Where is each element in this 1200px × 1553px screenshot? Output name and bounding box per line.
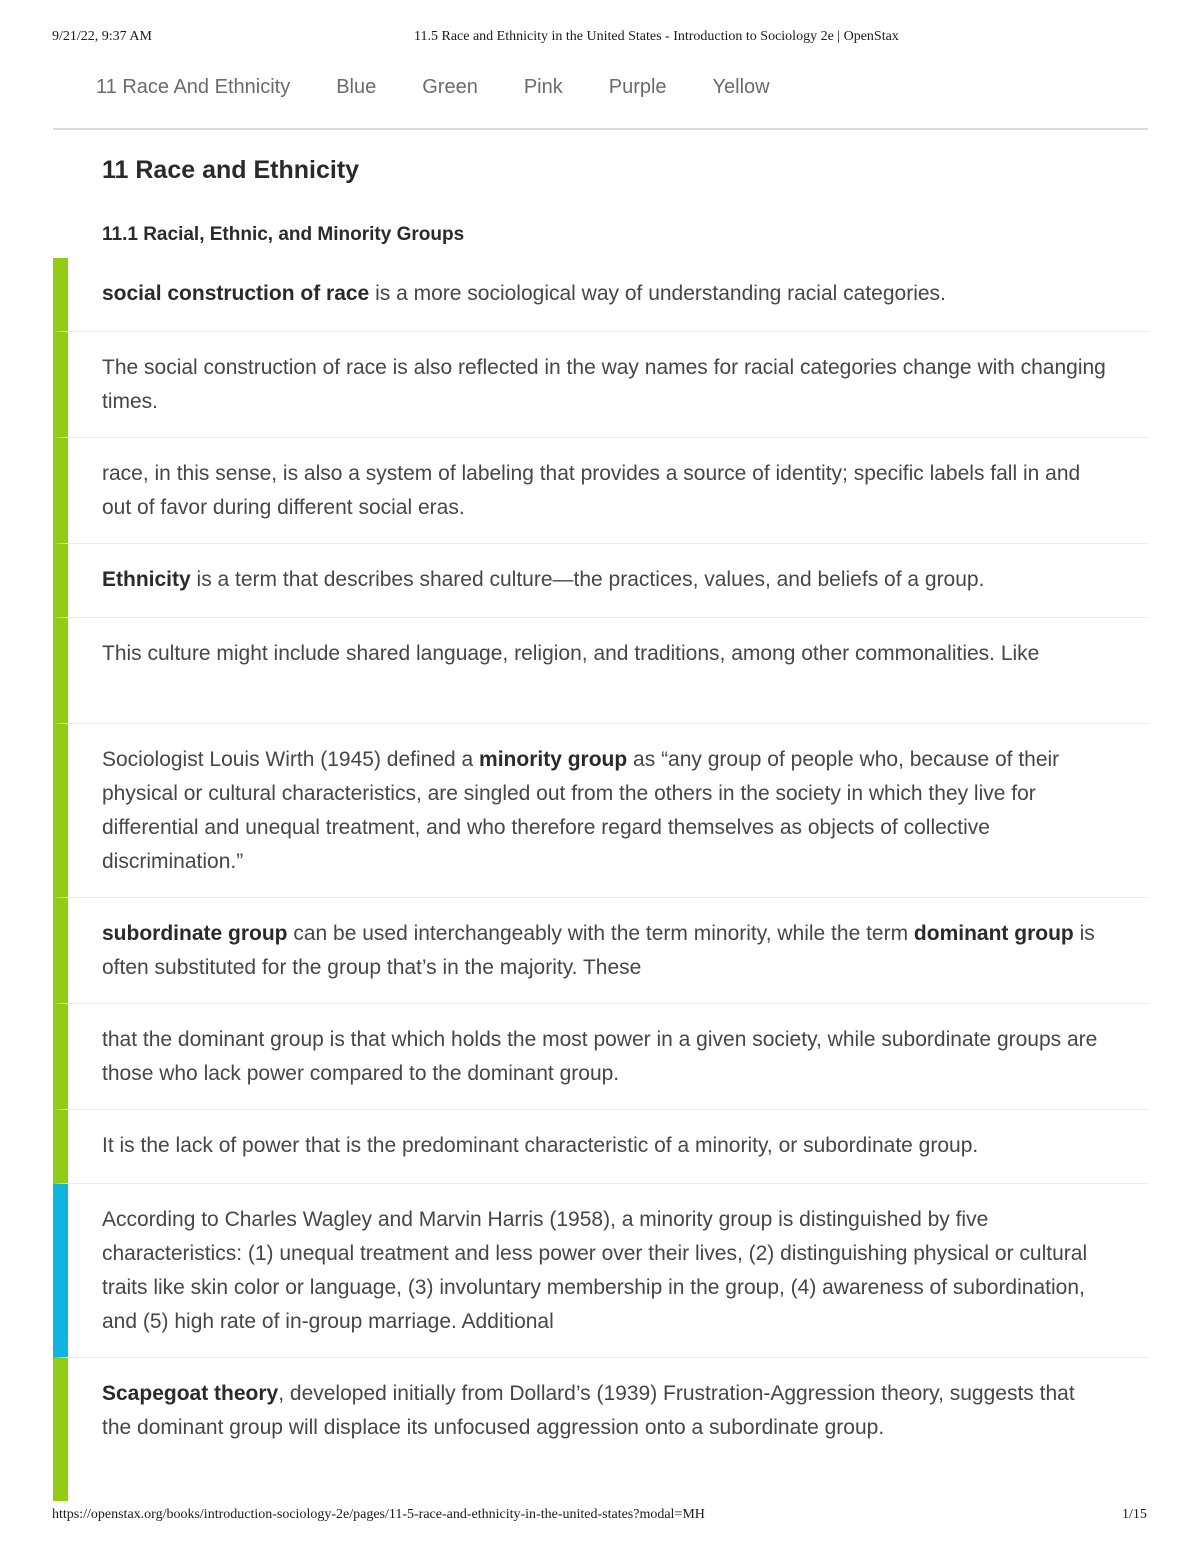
highlight-term: minority group — [479, 748, 628, 771]
highlight-item[interactable] — [53, 258, 1148, 332]
filter-divider — [53, 128, 1148, 130]
highlight-item[interactable] — [53, 544, 1148, 618]
highlight-text: as “any group of people who, because of their physical or cultural characteristics, are singled out from the others in the society in which they live for differential and unequal treatment, and who therefore regard themselves as objects of collective discrimination.” — [102, 748, 1060, 873]
highlight-text: is a term that describes shared culture—the practices, values, and beliefs of a group. — [190, 568, 985, 591]
highlight-item[interactable] — [53, 332, 1148, 438]
highlight-text: can be used interchangeably with the term minority, while the term — [287, 922, 914, 945]
highlight-text: This culture might include shared language, religion, and traditions, among other commonalities. Like — [102, 642, 1040, 665]
filter-yellow[interactable]: Yellow — [712, 75, 770, 98]
highlight-item[interactable] — [53, 1184, 1148, 1358]
highlight-term: social construction of race — [102, 282, 370, 305]
highlight-item[interactable] — [53, 1004, 1148, 1110]
highlight-term: Scapegoat theory — [102, 1382, 279, 1405]
page-number: 1/15 — [1122, 1507, 1147, 1522]
highlight-term: Ethnicity — [102, 568, 191, 591]
highlight-text: race, in this sense, is also a system of labeling that provides a source of identity; specific labels fall in and out of favor during different social eras. — [102, 462, 1081, 519]
highlight-text: is often substituted for the group that’s in the majority. These — [102, 922, 1095, 979]
highlight-filter-bar — [96, 72, 816, 102]
highlight-text: Sociologist Louis Wirth (1945) defined a — [102, 748, 480, 771]
filter-blue[interactable]: Blue — [336, 75, 377, 98]
filter-chapter[interactable]: 11 Race And Ethnicity — [96, 75, 291, 98]
highlight-text: that the dominant group is that which holds the most power in a given society, while subordinate groups are those who lack power compared to the dominant group. — [102, 1028, 1098, 1085]
highlight-item[interactable] — [53, 724, 1148, 898]
print-url: https://openstax.org/books/introduction-sociology-2e/pages/11-5-race-and-ethnicity-in-the-united-states?modal=MH — [52, 1507, 705, 1522]
section-title: 11.1 Racial, Ethnic, and Minority Groups — [102, 224, 465, 245]
highlights-list — [53, 258, 1148, 1501]
highlight-term: dominant group — [913, 922, 1074, 945]
highlight-text: is a more sociological way of understanding racial categories. — [369, 282, 946, 305]
highlight-text: , developed initially from Dollard’s (1939) Frustration-Aggression theory, suggests that the dominant group will displace its unfocused aggression onto a subordinate group. — [102, 1382, 1075, 1439]
highlight-text: It is the lack of power that is the predominant characteristic of a minority, or subordinate group. — [102, 1134, 979, 1157]
chapter-title: 11 Race and Ethnicity — [102, 156, 360, 184]
print-header — [0, 29, 1200, 51]
highlight-item[interactable] — [53, 438, 1148, 544]
highlight-item[interactable] — [53, 898, 1148, 1004]
highlight-text: The social construction of race is also reflected in the way names for racial categories change with changing times. — [102, 356, 1106, 413]
highlight-item[interactable] — [53, 618, 1148, 724]
filter-pink[interactable]: Pink — [523, 75, 563, 98]
highlight-item[interactable] — [53, 1110, 1148, 1184]
highlight-item[interactable] — [53, 1358, 1148, 1501]
print-page-title: 11.5 Race and Ethnicity in the United States - Introduction to Sociology 2e | OpenStax — [414, 29, 899, 44]
filter-green[interactable]: Green — [422, 75, 478, 98]
print-date: 9/21/22, 9:37 AM — [52, 29, 152, 44]
highlight-term: subordinate group — [102, 922, 288, 945]
filter-purple[interactable]: Purple — [608, 75, 667, 98]
highlight-text: According to Charles Wagley and Marvin Harris (1958), a minority group is distinguished by five characteristics: (1) unequal treatment and less power over their lives, (2) distinguishing physical or cultural traits like skin color or language, (3) involuntary membership in the group, (4) awareness of subordination, and (5) high rate of in-group marriage. Additional — [102, 1208, 1088, 1333]
